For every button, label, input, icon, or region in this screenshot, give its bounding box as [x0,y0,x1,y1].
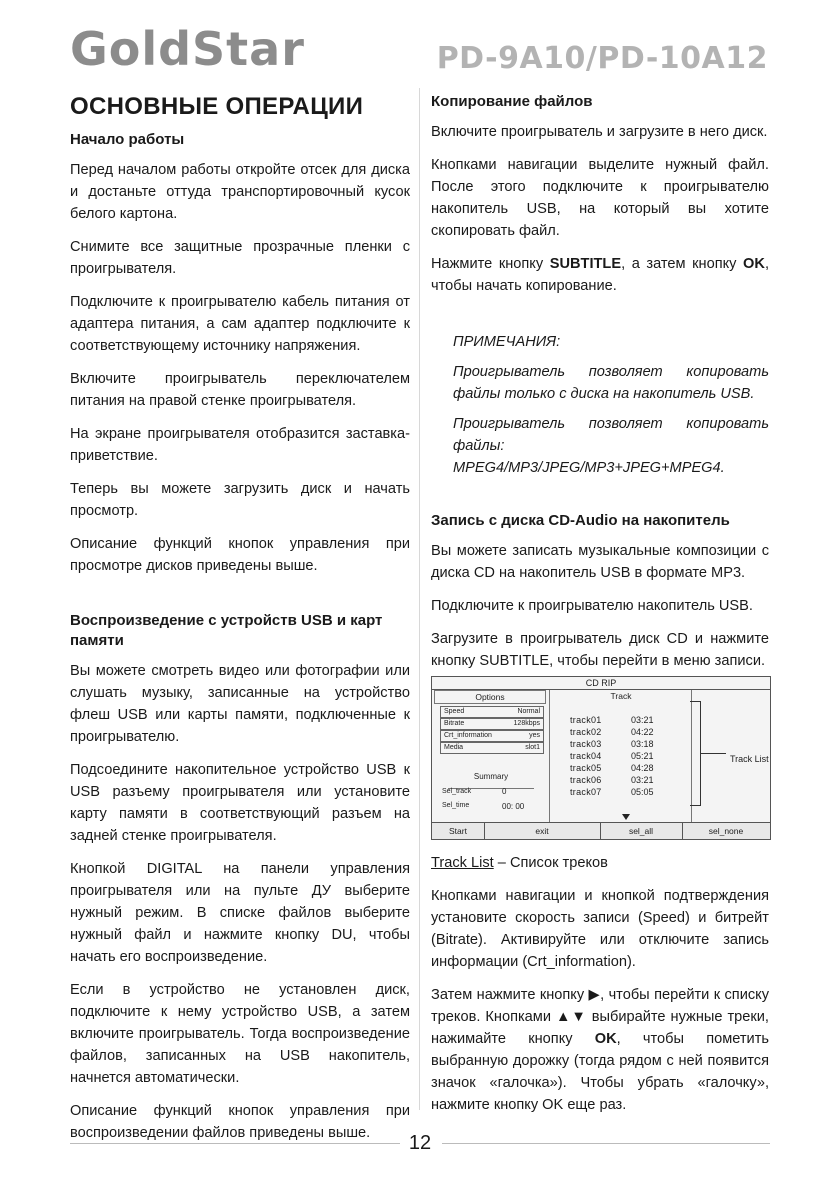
right-column [431,92,769,1127]
usb-paragraph: Вы можете смотреть видео или фотографии или слушать музыку, записанные на устройство флеш USB или карты памяти, подключенные к проигрывателю. [70,663,410,745]
rip-paragraph: Подключите к проигрывателю накопитель USB. [431,598,753,614]
page-title: ОСНОВНЫЕ ОПЕРАЦИИ [70,93,364,120]
start-heading: Начало работы [70,131,185,148]
track-time: 05:21 [631,751,654,761]
exit-button[interactable]: exit [484,823,601,839]
sel-time-value: 00: 00 [502,802,525,811]
column-divider [419,88,420,1110]
note-item: Проигрыватель позволяет копировать файлы: MPEG4/MP3/JPEG/MP3+JPEG+MPEG4. [453,416,769,476]
sel-track-label: Sel_track [442,788,472,795]
usb-paragraph: Кнопкой DIGITAL на панели управления проигрывателя или на пульте ДУ выберите нужный режим. В списке файлов выберите нужный файл и нажмите кнопку DU, чтобы начать его воспроизведение. [70,861,410,965]
track-row[interactable]: track04 [570,751,602,761]
track-time: 05:05 [631,787,654,797]
copy-paragraph: Нажмите кнопку SUBTITLE, а затем кнопку OK, чтобы начать копирование. [431,256,769,294]
track-time: 03:21 [631,775,654,785]
track-time: 04:28 [631,763,654,773]
option-crt-information[interactable]: Crt_information yes [440,730,544,742]
track-list-label: Track List [730,754,769,764]
start-paragraph: Подключите к проигрывателю кабель питания от адаптера питания, а сам адаптер подключите к соответствующему источнику напряжения. [70,294,410,354]
left-column [70,92,410,1155]
copy-heading: Копирование файлов [431,93,593,110]
track-list-leader [700,753,726,754]
sel-track-value: 0 [502,787,507,796]
rip-paragraph: Загрузите в проигрыватель диск CD и нажмите кнопку SUBTITLE, чтобы перейти в меню записи. [431,631,769,669]
option-bitrate[interactable]: Bitrate 128kbps [440,718,544,730]
usb-paragraph: Подсоедините накопительное устройство USB к USB разъему проигрывателя или установите карту памяти в соответствующий разъем на задней стенке проигрывателя. [70,762,410,844]
option-media[interactable]: Media slot1 [440,742,544,754]
notes-block [431,331,769,479]
start-paragraph: Перед началом работы откройте отсек для диска и достаньте оттуда транспортировочный кусок белого картона. [70,162,410,222]
brand-logo: GoldStar [70,22,305,76]
track-time: 04:22 [631,727,654,737]
start-paragraph: На экране проигрывателя отобразится заставка-приветствие. [70,426,410,464]
scroll-down-icon[interactable] [622,814,630,820]
track-row[interactable]: track07 [570,787,602,797]
start-paragraph: Включите проигрыватель переключателем питания на правой стенке проигрывателя. [70,371,410,409]
cd-rip-screen [431,676,771,840]
rip-paragraph: Вы можете записать музыкальные композиции с диска CD на накопитель USB в формате MP3. [431,543,769,581]
track-row[interactable]: track02 [570,727,602,737]
usb-paragraph: Если в устройство не установлен диск, подключите к нему устройство USB, а затем включите проигрыватель. Тогда воспроизведение файлов, записанных на USB накопитель, начнется автоматически. [70,982,410,1086]
notes-title: ПРИМЕЧАНИЯ: [453,334,561,350]
copy-paragraph: Включите проигрыватель и загрузите в него диск. [431,124,768,140]
track-row[interactable]: track03 [570,739,602,749]
rip-paragraph: Кнопками навигации и кнопкой подтверждения установите скорость записи (Speed) и битрейт (Bitrate). Активируйте или отключите запись информации (Crt_information). [431,888,769,970]
summary-label: Summary [448,766,534,789]
rip-paragraph: Затем нажмите кнопку ▶, чтобы перейти к списку треков. Кнопками ▲▼ выбирайте нужные треки, нажимайте кнопку OK, чтобы пометить выбранную дорожку (тогда рядом с ней появится значок «галочка»). Чтобы убрать «галочку», нажмите кнопку OK еще раз. [431,987,769,1113]
track-row[interactable]: track06 [570,775,602,785]
usb-paragraph: Описание функций кнопок управления при воспроизведении файлов приведены выше. [70,1103,410,1141]
sel-time-label: Sel_time [442,802,470,809]
cd-rip-title: CD RIP [432,677,770,690]
start-button[interactable]: Start [432,823,485,839]
usb-heading: Воспроизведение с устройств USB и карт памяти [70,612,383,649]
track-time: 03:18 [631,739,654,749]
osd-button-bar [432,822,770,839]
start-paragraph: Снимите все защитные прозрачные пленки с проигрывателя. [70,239,410,277]
note-item: Проигрыватель позволяет копировать файлы только с диска на накопитель USB. [453,364,769,402]
track-header: Track [610,691,632,701]
rip-heading: Запись с диска CD-Audio на накопитель [431,512,730,529]
start-paragraph: Теперь вы можете загрузить диск и начать просмотр. [70,481,410,519]
track-list-caption: Track List – Список треков [431,855,608,871]
option-speed[interactable]: Speed Normal [440,706,544,718]
copy-paragraph: Кнопками навигации выделите нужный файл. После этого подключите к проигрывателю накопитель USB, на который вы хотите скопировать файл. [431,157,769,239]
sel-all-button[interactable]: sel_all [600,823,683,839]
options-header: Options [434,690,546,704]
track-time: 03:21 [631,715,654,725]
track-row[interactable]: track05 [570,763,602,773]
page-number: 12 [408,1132,432,1154]
sel-none-button[interactable]: sel_none [708,826,744,836]
model-number: PD-9A10/PD-10A12 [436,41,768,76]
start-paragraph: Описание функций кнопок управления при просмотре дисков приведены выше. [70,536,410,574]
track-row[interactable]: track01 [570,715,602,725]
